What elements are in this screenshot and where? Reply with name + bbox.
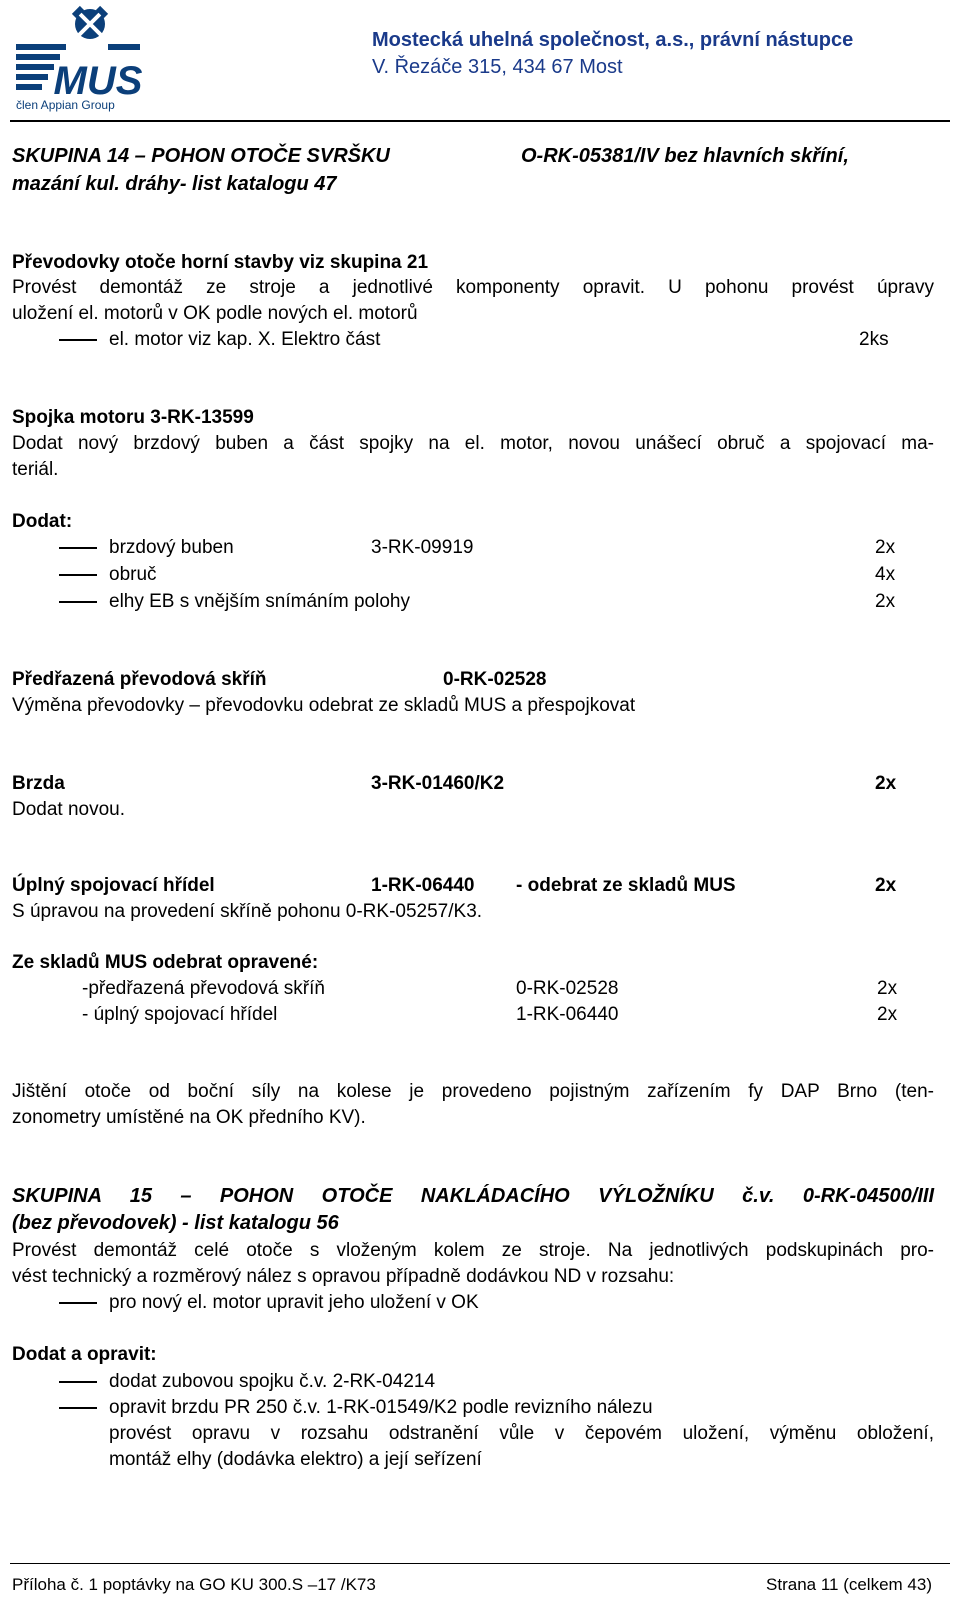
motor-qty: 2ks [859, 329, 889, 350]
store-heading: Ze skladů MUS odebrat opravené: [12, 952, 319, 973]
store-item-qty: 2x [877, 978, 898, 999]
deliver-item-name: brzdový buben [109, 537, 234, 558]
dash-bullet [59, 1370, 97, 1394]
dash-bullet [59, 1396, 97, 1420]
logo-subtitle: člen Appian Group [16, 98, 115, 112]
s15-title-line2: (bez převodovek) - list katalogu 56 [12, 1212, 339, 1234]
deliver-item-qty: 2x [875, 537, 896, 558]
gear-text-line2: uložení el. motorů v OK podle nových el. motorů [12, 303, 418, 324]
brake-qty: 2x [875, 773, 897, 794]
repair-item: dodat zubovou spojku č.v. 2-RK-04214 [109, 1371, 436, 1392]
store-item-qty: 2x [877, 1004, 898, 1025]
shaft-name: Úplný spojovací hřídel [12, 875, 215, 896]
brake-name: Brzda [12, 773, 65, 794]
store-item-name: - úplný spojovací hřídel [82, 1004, 278, 1025]
deliver-item-code: 3-RK-09919 [371, 537, 474, 558]
pregear-name: Předřazená převodová skříň [12, 669, 267, 690]
repair-label: Dodat a opravit: [12, 1344, 157, 1365]
safety-text-line1: Jištění otoče od boční síly na kolese je provedeno pojistným zařízením fy DAP Brno (ten- [12, 1081, 934, 1102]
repair-cont-line1: provést opravu v rozsahu odstranění vůle v čepovém uložení, výměnu obložení, [109, 1423, 934, 1444]
clutch-text-line2: teriál. [12, 459, 59, 480]
repair-cont-line2: montáž elhy (dodávka elektro) a její seřízení [109, 1449, 482, 1470]
shaft-code: 1-RK-06440 [371, 875, 475, 896]
deliver-item-qty: 4x [875, 564, 896, 585]
store-item-name: -předřazená převodová skříň [82, 978, 325, 999]
s14-title-b: O-RK-05381/IV bez hlavních skříní, [521, 145, 849, 167]
dash-bullet [59, 1291, 97, 1315]
deliver-item-name: obruč [109, 564, 157, 585]
company-logo [8, 4, 148, 112]
dash-bullet [59, 536, 97, 560]
shaft-qty: 2x [875, 875, 897, 896]
deliver-item-qty: 2x [875, 591, 896, 612]
pregear-code: 0-RK-02528 [443, 669, 547, 690]
footer-page-number: Strana 11 (celkem 43) [766, 1575, 932, 1594]
mining-hammers-icon [74, 8, 106, 39]
dash-bullet [59, 590, 97, 614]
s15-title-line1: SKUPINA 15 – POHON OTOČE NAKLÁDACÍHO VÝLOŽNÍKU č.v. 0-RK-04500/III [12, 1185, 934, 1207]
gear-heading: Převodovky otoče horní stavby viz skupina 21 [12, 252, 429, 273]
shaft-text: S úpravou na provedení skříně pohonu 0-RK-05257/K3. [12, 901, 483, 922]
deliver-label: Dodat: [12, 511, 73, 532]
s15-bullet: pro nový el. motor upravit jeho uložení v OK [109, 1292, 479, 1313]
gear-text-line1: Provést demontáž ze stroje a jednotlivé komponenty opravit. U pohonu provést úpravy [12, 277, 934, 298]
store-item-code: 0-RK-02528 [516, 978, 619, 999]
clutch-heading: Spojka motoru 3-RK-13599 [12, 407, 254, 428]
brake-code: 3-RK-01460/K2 [371, 773, 505, 794]
dash-bullet [59, 563, 97, 587]
safety-text-line2: zonometry umístěné na OK předního KV). [12, 1107, 366, 1128]
brake-text: Dodat novou. [12, 799, 126, 820]
deliver-item-name: elhy EB s vnějším snímáním polohy [109, 591, 410, 612]
logo-text: MUS [53, 59, 143, 103]
s14-title-a: SKUPINA 14 – POHON OTOČE SVRŠKU [12, 145, 390, 167]
shaft-note: - odebrat ze skladů MUS [516, 875, 736, 896]
company-name: Mostecká uhelná společnost, a.s., právní nástupce [372, 29, 854, 51]
s15-text-line1: Provést demontáž celé otoče s vloženým kolem ze stroje. Na jednotlivých podskupinách pro- [12, 1240, 934, 1261]
footer-left: Příloha č. 1 poptávky na GO KU 300.S –17 /K73 [12, 1575, 376, 1594]
footer-rule [10, 1563, 950, 1564]
header-rule [10, 120, 950, 122]
motor-item: el. motor viz kap. X. Elektro část [109, 329, 381, 350]
s14-title-c: mazání kul. dráhy- list katalogu 47 [12, 173, 337, 195]
clutch-text-line1: Dodat nový brzdový buben a část spojky na el. motor, novou unášecí obruč a spojovací ma- [12, 433, 934, 454]
company-address: V. Řezáče 315, 434 67 Most [372, 56, 623, 78]
s15-text-line2: vést technický a rozměrový nález s opravou případně dodávkou ND v rozsahu: [12, 1266, 675, 1287]
dash-bullet [59, 328, 97, 352]
pregear-text: Výměna převodovky – převodovku odebrat ze skladů MUS a přespojkovat [12, 695, 636, 716]
repair-item: opravit brzdu PR 250 č.v. 1-RK-01549/K2 podle revizního nálezu [109, 1397, 653, 1418]
store-item-code: 1-RK-06440 [516, 1004, 619, 1025]
